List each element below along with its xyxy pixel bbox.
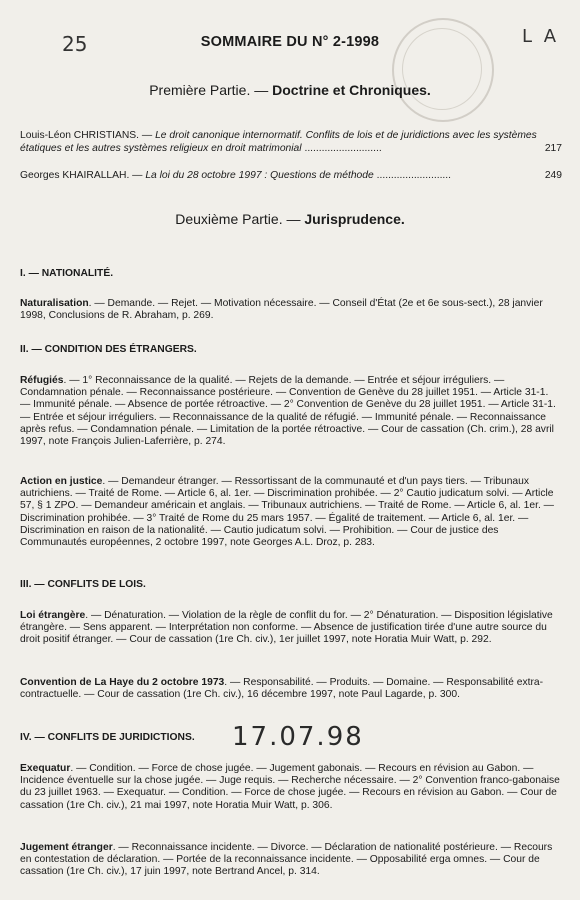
toc-page-number: 249: [544, 170, 562, 181]
entry-term: Jugement étranger: [20, 842, 113, 853]
section-heading: III. — CONFLITS DE LOIS.: [20, 579, 146, 590]
entry-text: . — Condition. — Force de chose jugée. — Jugement gabonais. — Recours en révision au Gabon. — Incidence éventuelle sur la chose jugée. — Juge requis. — Recherche nécessaire. — 2° Convention franco-gabonaise du 23 juillet 1963. — Exequatur. — Condition. — Force de chose jugée. — Recours en révision au Gabon. — Cour de cassation (1re Ch. civ.), 21 mai 1997, note Horatia Muir Watt, p. 306.: [20, 763, 560, 811]
toc-author: Louis-Léon CHRISTIANS. —: [20, 130, 156, 141]
toc-entry: [20, 170, 562, 183]
part-one-prefix: Première Partie. —: [149, 82, 273, 98]
entry-term: Réfugiés: [20, 375, 64, 386]
toc-author: Georges KHAIRALLAH. —: [20, 170, 146, 181]
jurisprudence-entry: [20, 298, 560, 322]
toc-page-number: 217: [544, 142, 562, 154]
entry-text: . — Dénaturation. — Violation de la règle de conflit du for. — 2° Dénaturation. — Disposition législative étrangère. — Sens apparent. — Interprétation non conforme. — Absence de justification tirée d'une autre source du droit positif étranger. — Cour de cassation (1re Ch. civ.), 1er juillet 1997, note Horatia Muir Watt, p. 292.: [20, 610, 553, 646]
section-heading: II. — CONDITION DES ÉTRANGERS.: [20, 344, 197, 355]
jurisprudence-entry: [20, 842, 560, 879]
toc-title: La loi du 28 octobre 1997 : Questions de méthode: [145, 170, 374, 181]
entry-term: Loi étrangère: [20, 610, 86, 621]
handwritten-date: 17.07.98: [232, 722, 364, 752]
section-heading: I. — NATIONALITÉ.: [20, 268, 114, 279]
entry-text: . — Demande. — Rejet. — Motivation nécessaire. — Conseil d'État (2e et 6e sous-sect.), 28 janvier 1998, Conclusions de R. Abraham, p. 269.: [20, 298, 543, 322]
jurisprudence-entry: [20, 476, 560, 549]
part-two-name: Jurisprudence.: [304, 211, 405, 227]
entry-text: . — Reconnaissance incidente. — Divorce. — Déclaration de nationalité postérieure. — Recours en contestation de déclaration. — Portée de la reconnaissance incidente. — Opposabilité erga omnes. — Cour de cassation (1re Ch. civ.), 17 juin 1997, note Bertrand Ancel, p. 314.: [20, 842, 553, 878]
entry-term: Convention de La Haye du 2 octobre 1973: [20, 677, 225, 688]
entry-term: Naturalisation: [20, 298, 89, 309]
toc-leader: ..........................: [376, 170, 452, 181]
jurisprudence-entry: [20, 677, 560, 701]
section-heading: IV. — CONFLITS DE JURIDICTIONS.: [20, 732, 195, 743]
handwritten-initials: L A: [522, 26, 560, 47]
toc-leader: ...........................: [304, 142, 382, 154]
jurisprudence-entry: [20, 763, 560, 812]
entry-text: . — Responsabilité. — Produits. — Domaine. — Responsabilité extra-contractuelle. — Cour de cassation (1re Ch. civ.), 16 décembre 1997, note Paul Lagarde, p. 300.: [20, 677, 544, 701]
toc-entry: [20, 130, 562, 155]
entry-text: . — 1° Reconnaissance de la qualité. — Rejets de la demande. — Entrée et séjour irréguliers. — Condamnation pénale. — Reconnaissance postérieure. — Convention de Genève du 28 juillet 1951. — Article 31-1. — Immunité pénale. — Absence de portée rétroactive. — 2° Convention de Genève du 28 juillet 1951. — Article 31-1. — Entrée et séjour irréguliers. — Reconnaissance de la qualité de réfugié. — Immunité pénale. — Reconnaissance après refus. — Condamnation pénale. — Limitation de la portée rétroactive. — Cour de cassation (Ch. crim.), 28 avril 1997, note François Julien-Laferrière, p. 274.: [20, 375, 556, 448]
entry-term: Exequatur: [20, 763, 71, 774]
entry-text: . — Demandeur étranger. — Ressortissant de la communauté et d'un pays tiers. — Tribunaux autrichiens. — Traité de Rome. — Article 6, al. 1er. — Discrimination prohibée. — 2° Cautio judicatum solvi. — Article 57, § 1 ZPO. — Demandeur américain et anglais. — Tribunaux autrichiens. — Traité de Rome. — Article 6, al. 1er. — Discrimination prohibée. — 3° Traité de Rome du 25 mars 1957. — Égalité de traitement. — Article 6, al. 1er. — Discrimination en raison de la nationalité. — Cautio judicatum solvi. — Prohibition. — Cour de justice des Communautés européennes, 2 octobre 1997, note Georges A.L. Droz, p. 283.: [20, 476, 554, 549]
toc-title: Le droit canonique internormatif. Conflits de lois et de juridictions avec les systèmes étatiques et les autres systèmes religieux en droit matrimonial: [20, 130, 537, 154]
part-two-heading: [0, 211, 580, 227]
handwritten-page-note: 25: [62, 32, 88, 56]
part-one-heading: [0, 82, 580, 98]
jurisprudence-entry: [20, 610, 560, 647]
part-two-prefix: Deuxième Partie. —: [175, 211, 305, 227]
jurisprudence-entry: [20, 375, 560, 448]
entry-term: Action en justice: [20, 476, 103, 487]
part-one-name: Doctrine et Chroniques.: [272, 82, 431, 98]
page-title: SOMMAIRE DU N° 2-1998: [200, 34, 380, 50]
